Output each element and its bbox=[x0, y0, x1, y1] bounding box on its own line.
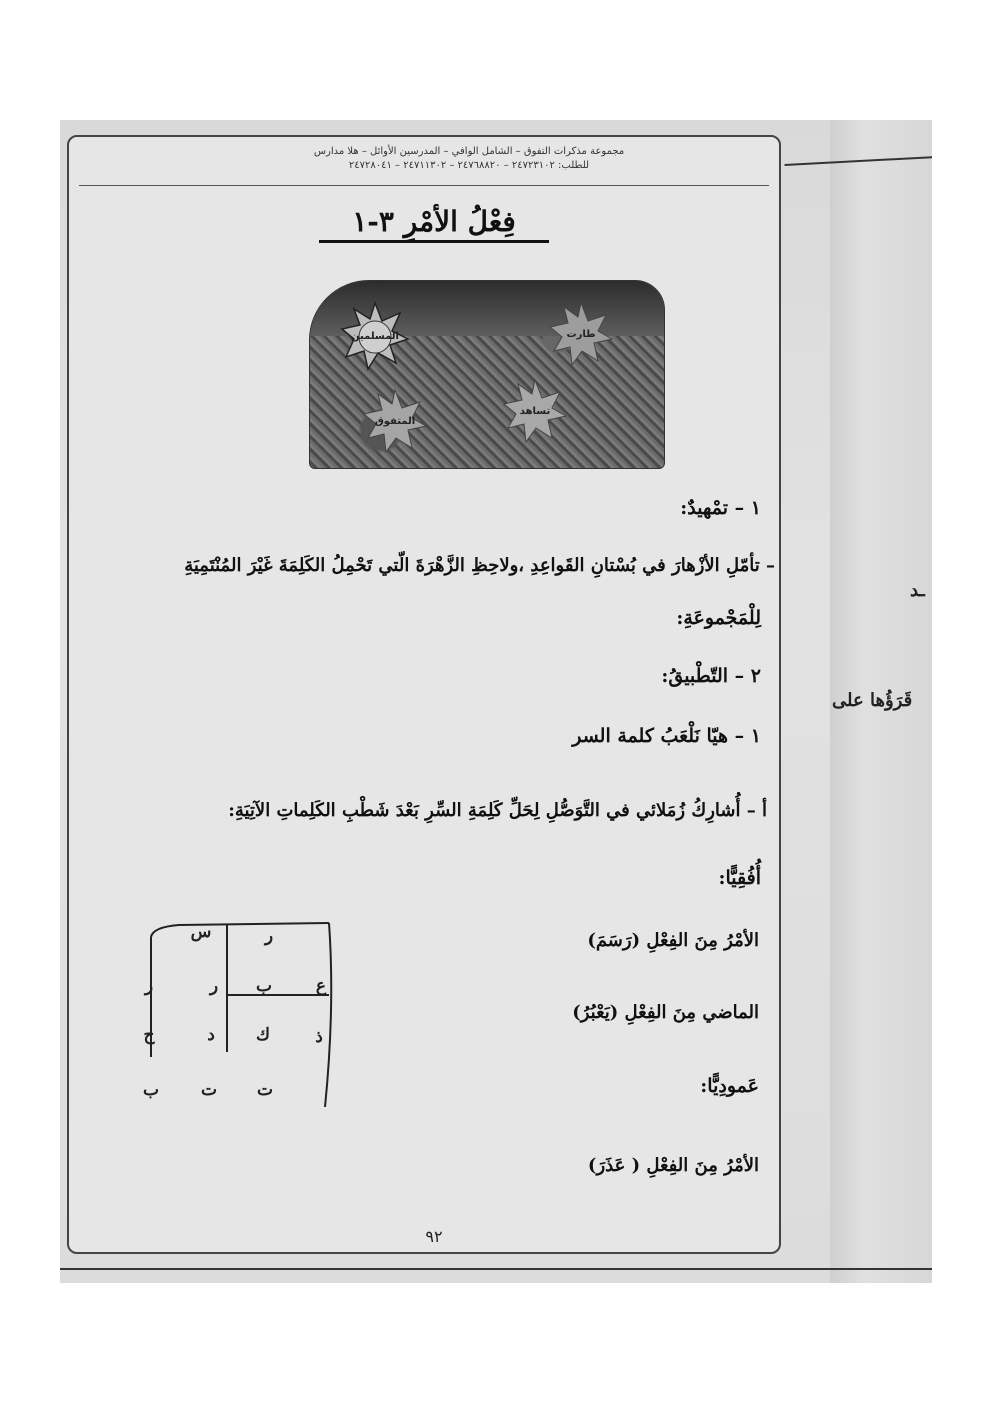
flower-2 bbox=[546, 299, 616, 369]
page-number: ٩٢ bbox=[425, 1227, 443, 1246]
grid-letter: ب bbox=[142, 1080, 160, 1100]
grid-letter: د bbox=[207, 1025, 215, 1045]
photo-background bbox=[60, 120, 932, 1283]
flower-3-label: المتفوق bbox=[374, 415, 416, 427]
grid-letter: ب bbox=[255, 976, 273, 996]
flower-4-label: تساهد bbox=[519, 405, 551, 417]
flower-1 bbox=[340, 301, 410, 371]
vertical-clue-1: الأمْرُ مِنَ الفِعْلِ ( عَذَرَ) bbox=[587, 1155, 759, 1176]
vertical-label: عَمودِيًّا: bbox=[700, 1075, 759, 1097]
next-page-word: قَرَؤُها على bbox=[832, 690, 913, 711]
grid-letter: ع bbox=[315, 976, 327, 996]
flower-2-label: طارت bbox=[566, 328, 596, 340]
header-line-1: مجموعة مذكرات التفوق – الشامل الوافي – المدرسين الأوائل – هلا مدارس bbox=[313, 146, 625, 157]
flower-3 bbox=[360, 386, 430, 456]
worksheet-page bbox=[67, 135, 781, 1254]
page-title: فِعْلُ الأمْرِ ٣-١ bbox=[319, 205, 549, 243]
grid-letter: س bbox=[190, 922, 212, 942]
grid-letter: ت bbox=[200, 1080, 218, 1100]
header bbox=[169, 145, 769, 173]
letter-grid bbox=[139, 907, 349, 1107]
horizontal-clue-1: الأمْرُ مِنَ الفِعْلِ (رَسَمَ) bbox=[587, 930, 759, 951]
horizontal-clue-2: الماضي مِنَ الفِعْلِ (يَعْبُرُ) bbox=[572, 1002, 759, 1023]
grid-letter: ر bbox=[209, 976, 219, 996]
intro-line-2: لِلْمَجْموعَةِ: bbox=[676, 607, 761, 629]
grid-letter: ر bbox=[264, 926, 274, 946]
intro-heading: ١ – تمْهيدٌ: bbox=[680, 497, 761, 519]
header-divider bbox=[79, 185, 769, 186]
header-line-2: للطلب: ٢٤٧٢٣١٠٢ – ٢٤٧٦٨٨٢٠ – ٢٤٧١١٣٠٢ – ٢٤٧٢٨٠٤١ bbox=[348, 160, 590, 171]
next-page-fragment: ـد bbox=[910, 580, 925, 601]
practice-item-a: أ – أُشارِكُ زُمَلائي في التَّوَصُّلِ لِحَلِّ كَلِمَةِ السِّرِ بَعْدَ شَطْبِ الكَلِماتِ الآتِيَةِ: bbox=[228, 800, 767, 821]
grid-letter: ذ bbox=[315, 1027, 323, 1047]
grid-letter: ح bbox=[143, 1025, 155, 1045]
grid-letter: ك bbox=[255, 1025, 271, 1045]
page-bottom-edge bbox=[60, 1268, 932, 1270]
intro-line-1: – تأمّلِ الأزْهارَ في بُسْتانِ القَواعِدِ ،ولاحِظِ الزَّهْرَةَ الّتي تَحْمِلُ الكَلِمَةَ غَيْرَ المُنْتَمِيَةِ bbox=[184, 555, 775, 576]
garden-photo bbox=[309, 280, 665, 469]
grid-letter: ت bbox=[256, 1080, 274, 1100]
flower-1-label: المسلمين bbox=[351, 330, 399, 342]
practice-item-1: ١ – هيّا نَلْعَبُ كلمة السر bbox=[572, 725, 761, 747]
next-page bbox=[830, 120, 932, 1283]
practice-heading: ٢ – التّطْبيقُ: bbox=[661, 665, 761, 687]
flower-4 bbox=[500, 376, 570, 446]
horizontal-label: أُفُقِيًّا: bbox=[718, 867, 761, 889]
grid-letter: ر bbox=[144, 976, 154, 996]
